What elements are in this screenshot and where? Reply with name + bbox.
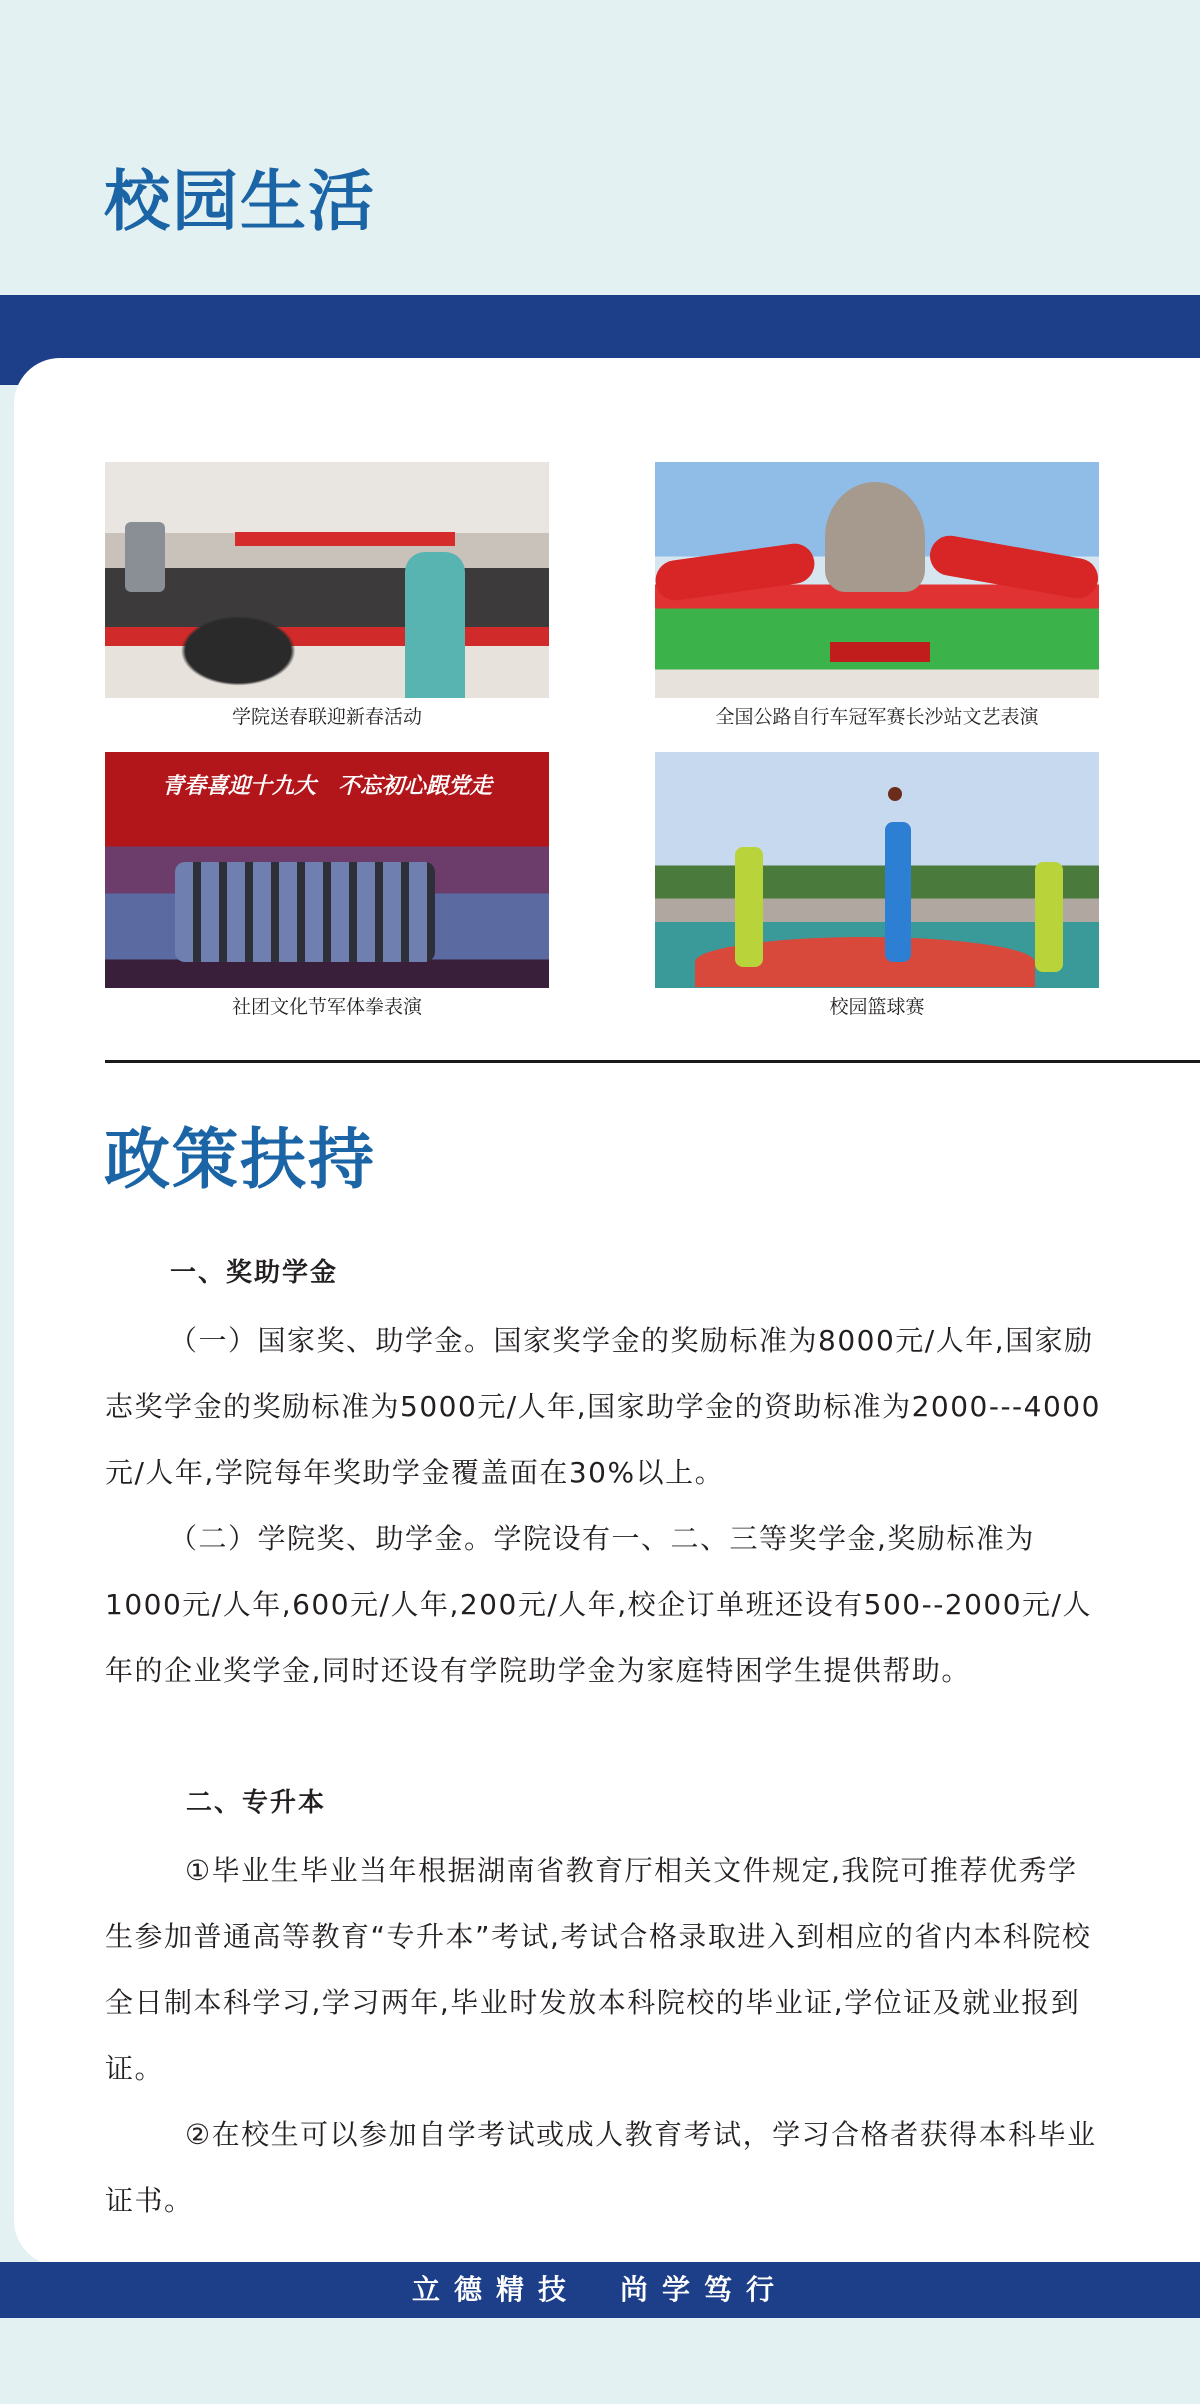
footer-background — [0, 2318, 1200, 2404]
header-background — [0, 0, 1200, 300]
photo-spring-couplets — [105, 462, 549, 698]
photo-detail — [1035, 862, 1063, 972]
section-heading-upgrade: 二、专升本 — [186, 1788, 327, 1818]
photo-detail — [735, 847, 763, 967]
photo-caption: 校园篮球赛 — [829, 996, 925, 1018]
photo-detail — [830, 642, 930, 662]
photo-detail — [655, 541, 817, 603]
photo-caption: 全国公路自行车冠军赛长沙站文艺表演 — [715, 706, 1039, 728]
section-heading-scholarship: 一、奖助学金 — [170, 1258, 339, 1288]
motto-right: 尚学笃行 — [620, 2273, 789, 2306]
paragraph-self-study-exam: ②在校生可以参加自学考试或成人教育考试，学习合格者获得本科毕业证书。 — [105, 2118, 1097, 2217]
policy-title: 政策扶持 — [104, 1121, 376, 1198]
photo-slogan-banner: 青春喜迎十九大 不忘初心跟党走 — [161, 773, 492, 799]
photo-detail — [825, 482, 925, 592]
photo-detail — [885, 822, 911, 962]
section-divider — [105, 1060, 1200, 1063]
photo-martial-arts-show — [105, 752, 549, 988]
photo-basketball-game — [655, 752, 1099, 988]
photo-detail — [405, 552, 465, 698]
photo-detail — [175, 862, 435, 962]
motto-left: 立德精技 — [411, 2273, 580, 2306]
photo-caption: 社团文化节军体拳表演 — [231, 996, 422, 1018]
paragraph-upgrade-recommend: ①毕业生毕业当年根据湖南省教育厅相关文件规定,我院可推荐优秀学生参加普通高等教育“专升本”考试,考试合格录取进入到相应的省内本科院校全日制本科学习,学习两年,毕业时发放本科院校的毕业证,学位证及就业报到证。 — [105, 1854, 1092, 2085]
photo-detail — [125, 522, 165, 592]
paragraph-national-scholarship: （一）国家奖、助学金。国家奖学金的奖励标准为8000元/人年,国家励志奖学金的奖励标准为5000元/人年,国家助学金的资助标准为2000---4000元/人年,学院每年奖助学金覆盖面在30%以上。 — [105, 1324, 1101, 1489]
basketball-icon — [888, 787, 902, 801]
campus-life-title: 校园生活 — [104, 163, 376, 240]
photo-detail — [235, 532, 455, 546]
paragraph-college-scholarship: （二）学院奖、助学金。学院设有一、二、三等奖学金,奖励标准为1000元/人年,600元/人年,200元/人年,校企订单班还设有500--2000元/人年的企业奖学金,同时还设有学院助学金为家庭特困学生提供帮助。 — [105, 1522, 1092, 1687]
photo-caption: 学院送春联迎新春活动 — [231, 706, 422, 728]
photo-detail — [927, 533, 1099, 602]
school-motto — [0, 2262, 1200, 2318]
photo-cycling-performance — [655, 462, 1099, 698]
